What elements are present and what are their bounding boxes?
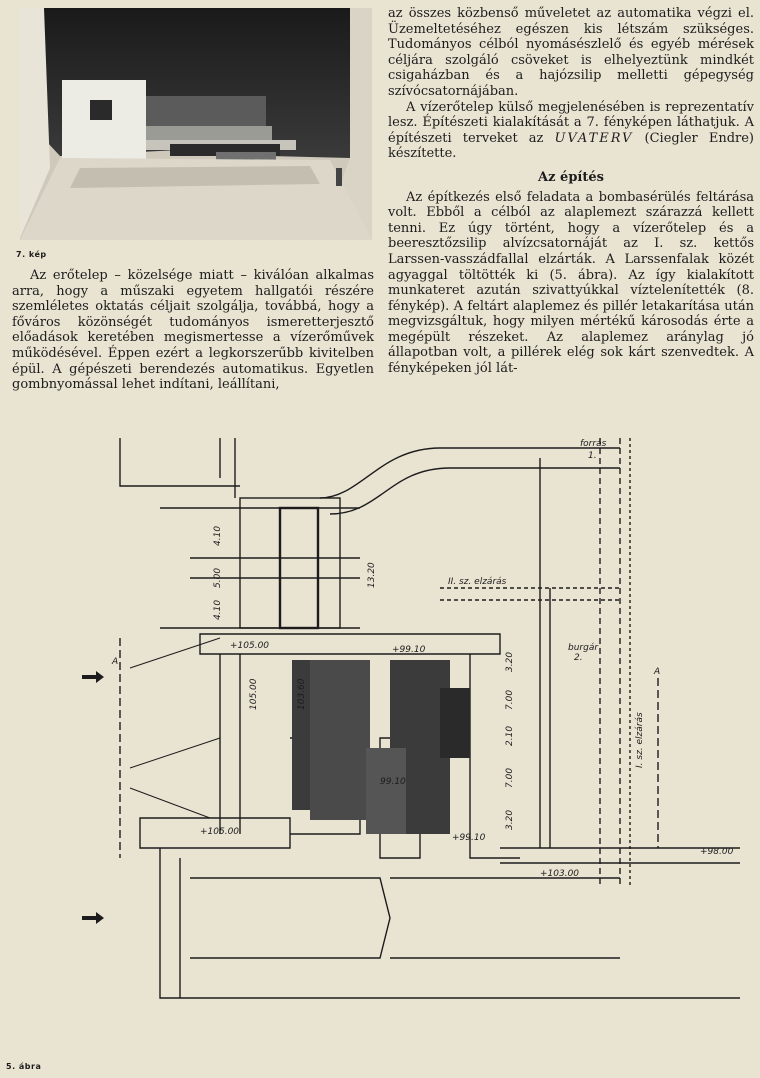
- gate-rect: [280, 508, 318, 628]
- dim-700-bottom: 7.00: [505, 767, 515, 788]
- photo-caption: 7. kép: [16, 250, 47, 259]
- dim-410-bottom: 4.10: [213, 599, 223, 620]
- left-column: [12, 268, 374, 393]
- section-heading: Az építés: [538, 169, 604, 185]
- dim-410-top: 4.10: [213, 525, 223, 546]
- dim-700-top: 7.00: [505, 689, 515, 710]
- forras-number: 1.: [588, 451, 597, 461]
- level-9910-a: +99.10: [392, 645, 426, 655]
- elzaras-2-label: II. sz. elzárás: [448, 577, 507, 587]
- para2-tail: (Ciegler Endre) készítette.: [388, 130, 754, 162]
- level-9910-c: +99.10: [452, 833, 486, 843]
- hatched-piers: [292, 660, 470, 834]
- section-a-left: A: [112, 657, 119, 667]
- forras-label: forrás: [580, 439, 607, 449]
- level-10360: 103.60: [297, 678, 307, 710]
- flow-arrow-lower: [82, 912, 104, 924]
- burgar-label: burgár: [568, 643, 599, 653]
- figure-caption: 5. ábra: [6, 1062, 42, 1071]
- level-10500-b: 105.00: [249, 678, 259, 710]
- left-paragraph: Az erőtelep – közelsége miatt – kiválóan alkalmas arra, hogy a műszaki egyetem hallgatói részére szemléletes oktatás céljait szolgálja, továbbá, hogy a főváros közönségét tudományos ismeretterjesztő előadások keretében megismertesse a vízerőművek működésével. Éppen ezért a legkorszerűbb kivitelben épül. A gépészeti berendezés automatikus. Egyetlen gombnyomással lehet indítani, leállítani,: [12, 268, 374, 393]
- dim-210: 2.10: [505, 725, 515, 746]
- level-10300: +103.00: [540, 869, 580, 879]
- right-paragraph-1: az összes közbenső műveletet az automatika végzi el. Üzemeltetéséhez egészen kis létszám szükséges. Tudományos célból nyomásészlelő és egyéb mérések céljára szolgáló csöveket is elhelyeztünk mindkét csigaházban és a hajózsilip melletti gépegység szívócsatornájában.: [388, 6, 754, 99]
- level-9910-b: 99.10: [380, 777, 406, 787]
- para2-text: A vízerőtelep külső megjelenésében is reprezentatív lesz. Építészeti kialakítását a 7. fényképen láthatjuk. A építészeti terveket az: [388, 99, 754, 146]
- flow-arrow-upper: [82, 671, 104, 683]
- level-9800: +98.00: [700, 847, 734, 857]
- right-paragraph-3: Az építkezés első feladata a bombasérülés feltárása volt. Ebből a célból az alaplemezt szárazzá kellett tenni. Ez úgy történt, hogy a vízerőtelep és a beeresztőzsilip alvízcsatornáját az I. sz. kettős Larssen-vasszádfallal elzárták. A Larssenfalak közét agyaggal töltötték ki (5. ábra). Az így kialakított munkateret azután szivattyúkkal víztelenítették (8. fénykép). A feltárt alaplemez és pillér letakarítása után megvizsgáltuk, hogy milyen mértékű károsodás érte a megépült részeket. Az alaplemez aránylag jó állapotban volt, a pillérek elég sok kárt szenvedtek. A fényképeken jól lát-: [388, 189, 754, 377]
- burgar-number: 2.: [574, 653, 583, 663]
- dim-500: 5.00: [213, 567, 223, 588]
- canal-curve: [320, 448, 620, 498]
- canal-wall-left: [120, 438, 240, 486]
- level-10500-c: +105.00: [200, 827, 240, 837]
- building-photo-image: [20, 8, 372, 240]
- dim-320-bottom: 3.20: [505, 809, 515, 830]
- uvaterv-name: UVATERV: [554, 130, 634, 146]
- level-10500-a: +105.00: [230, 641, 270, 651]
- dim-320-top: 3.20: [505, 651, 515, 672]
- building-photo: [20, 8, 372, 240]
- dim-1320: 13.20: [367, 562, 377, 588]
- section-a-right: A: [654, 667, 661, 677]
- right-paragraph-2: [388, 100, 754, 162]
- gate-box: [240, 498, 340, 628]
- plan-drawing: [60, 438, 750, 1060]
- right-column: [388, 6, 754, 377]
- elzaras-1-label: I. sz. elzárás: [635, 712, 645, 768]
